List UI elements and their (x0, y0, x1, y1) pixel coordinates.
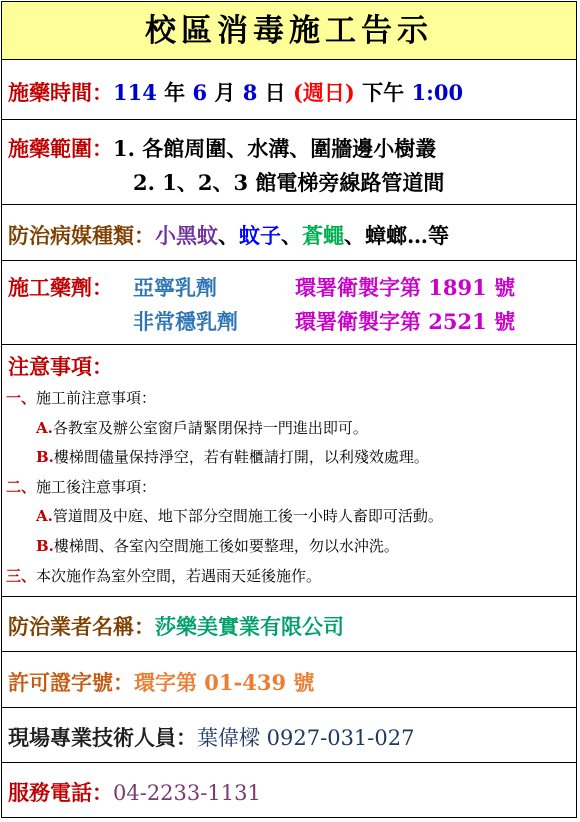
technician-line (8, 722, 414, 752)
notes-before-a-text: 各教室及辦公室窗戶請緊閉保持一門進出即可。 (52, 419, 368, 437)
chemical-1-reg: 環署衛製字第 1891 號 (295, 275, 516, 300)
notes-outdoor (6, 565, 321, 586)
vector-midge: 小黑蚊 (155, 223, 218, 248)
notes-before-a (36, 417, 368, 438)
vector-fly: 蒼蠅 (302, 223, 344, 248)
notes-outdoor-num: 三、 (6, 567, 37, 585)
time-weekday: (週日) (292, 80, 355, 105)
time-month-unit: 月 (207, 80, 243, 105)
notice-sheet (1, 1, 577, 818)
service-section (2, 763, 576, 817)
license-line (8, 667, 314, 697)
notes-before-num: 一、 (6, 389, 37, 407)
scope-section (2, 120, 576, 205)
scope-line-2 (133, 167, 444, 197)
time-year-unit: 年 (156, 80, 193, 105)
notes-before (6, 387, 156, 408)
notes-after-a (36, 505, 443, 526)
scope-item-2: 2. 1、2、3 館電梯旁線路管道間 (133, 170, 445, 195)
company-section (2, 597, 576, 652)
time-clock: 1:00 (411, 80, 464, 105)
notes-before-title: 施工前注意事項： (36, 389, 157, 407)
service-label: 服務電話： (8, 780, 113, 805)
notes-after-num: 二、 (6, 478, 37, 496)
notes-after-b-letter: B. (36, 537, 54, 555)
service-line (8, 777, 261, 807)
vector-sep-3: 、 (344, 223, 365, 248)
scope-label: 施藥範圍： (8, 136, 113, 161)
chemical-2-name: 非常穩乳劑 (133, 309, 238, 334)
vector-line (8, 220, 449, 250)
vector-cockroach: 蟑螂…等 (365, 223, 449, 248)
technician-label: 現場專業技術人員： (8, 725, 197, 750)
notes-after-title: 施工後注意事項： (36, 478, 157, 496)
vector-sep-1: 、 (218, 223, 239, 248)
technician-section (2, 708, 576, 763)
notes-outdoor-text: 本次施作為室外空間，若遇雨天延後施作。 (36, 567, 322, 585)
company-value: 莎樂美實業有限公司 (155, 614, 344, 639)
time-day: 8 (242, 80, 258, 105)
vector-sep-2: 、 (281, 223, 302, 248)
license-label: 許可證字號： (8, 670, 134, 695)
notes-section (2, 345, 576, 597)
time-year: 114 (113, 80, 157, 105)
service-phone: 04-2233-1131 (113, 781, 261, 805)
notes-after-a-text: 管道間及中庭、地下部分空間施工後一小時人畜即可活動。 (52, 507, 443, 525)
notes-after-b-text: 樓梯間、各室內空間施工後如要整理，勿以水沖洗。 (53, 537, 399, 555)
time-label: 施藥時間： (8, 80, 113, 105)
time-day-unit: 日 (257, 80, 293, 105)
chemical-1-name: 亞寧乳劑 (133, 275, 217, 300)
notes-before-b-text: 樓梯間儘量保持淨空，若有鞋櫃請打開，以利殘效處理。 (53, 448, 429, 466)
notes-before-b (36, 446, 429, 467)
time-section (2, 60, 576, 120)
scope-line-1 (8, 133, 436, 163)
license-value: 環字第 01-439 號 (134, 670, 315, 695)
vector-section (2, 205, 576, 261)
technician-value: 葉偉樑 0927-031-027 (197, 726, 415, 750)
time-line (8, 77, 463, 107)
vector-label: 防治病媒種類： (8, 223, 155, 248)
notice-title: 校區消毒施工告示 (2, 2, 576, 60)
license-section (2, 652, 576, 708)
notes-before-b-letter: B. (36, 448, 54, 466)
notes-before-a-letter: A. (36, 419, 53, 437)
vector-mosquito: 蚊子 (239, 223, 281, 248)
time-ampm: 下午 (354, 80, 412, 105)
time-month: 6 (192, 80, 208, 105)
notes-after-a-letter: A. (36, 507, 53, 525)
company-label: 防治業者名稱： (8, 614, 155, 639)
notes-heading: 注意事項： (8, 354, 113, 379)
chemical-label: 施工藥劑： (8, 275, 113, 300)
notes-after-b (36, 535, 399, 556)
chemical-2-reg: 環署衛製字第 2521 號 (295, 309, 516, 334)
notes-after (6, 476, 156, 497)
scope-item-1: 1. 各館周圍、水溝、圍牆邊小樹叢 (113, 136, 437, 161)
chemical-section (2, 261, 576, 345)
company-line (8, 611, 344, 641)
